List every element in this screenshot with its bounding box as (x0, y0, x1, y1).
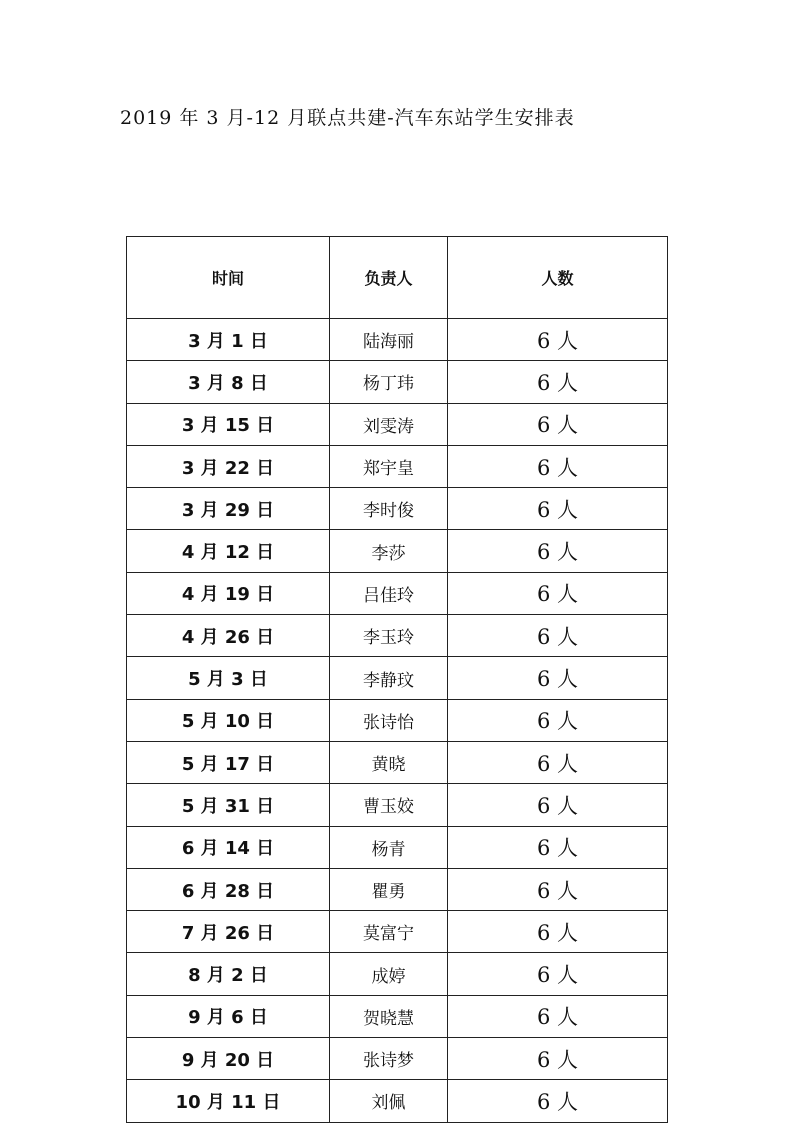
lead-cell: 张诗怡 (330, 699, 448, 741)
count-cell: 6 人 (448, 572, 668, 614)
date-cell: 8 月 2 日 (127, 953, 330, 995)
count-cell: 6 人 (448, 1080, 668, 1122)
count-cell: 6 人 (448, 1038, 668, 1080)
date-cell: 4 月 12 日 (127, 530, 330, 572)
lead-cell: 吕佳玲 (330, 572, 448, 614)
date-cell: 4 月 19 日 (127, 572, 330, 614)
table-row (127, 868, 668, 910)
table-row (127, 572, 668, 614)
lead-cell: 莫富宁 (330, 911, 448, 953)
date-cell: 4 月 26 日 (127, 615, 330, 657)
date-cell: 6 月 28 日 (127, 868, 330, 910)
table-row (127, 699, 668, 741)
lead-cell: 李时俊 (330, 488, 448, 530)
count-cell: 6 人 (448, 530, 668, 572)
count-cell: 6 人 (448, 953, 668, 995)
table-row (127, 445, 668, 487)
table-row (127, 953, 668, 995)
lead-cell: 李莎 (330, 530, 448, 572)
count-cell: 6 人 (448, 868, 668, 910)
table-row (127, 319, 668, 361)
table-row (127, 741, 668, 783)
table-row (127, 530, 668, 572)
lead-cell: 杨青 (330, 826, 448, 868)
date-cell: 3 月 1 日 (127, 319, 330, 361)
lead-cell: 成婷 (330, 953, 448, 995)
lead-cell: 曹玉姣 (330, 784, 448, 826)
count-cell: 6 人 (448, 911, 668, 953)
date-cell: 3 月 8 日 (127, 361, 330, 403)
count-cell: 6 人 (448, 657, 668, 699)
lead-cell: 李玉玲 (330, 615, 448, 657)
date-cell: 5 月 3 日 (127, 657, 330, 699)
table-row (127, 1038, 668, 1080)
date-cell: 7 月 26 日 (127, 911, 330, 953)
table-row (127, 615, 668, 657)
lead-cell: 刘佩 (330, 1080, 448, 1122)
lead-cell: 陆海丽 (330, 319, 448, 361)
lead-cell: 杨丁玮 (330, 361, 448, 403)
count-cell: 6 人 (448, 403, 668, 445)
date-cell: 9 月 20 日 (127, 1038, 330, 1080)
count-cell: 6 人 (448, 699, 668, 741)
header-lead: 负责人 (330, 237, 448, 319)
schedule-table (126, 236, 668, 1123)
lead-cell: 刘雯涛 (330, 403, 448, 445)
table-row (127, 361, 668, 403)
lead-cell: 黄晓 (330, 741, 448, 783)
count-cell: 6 人 (448, 826, 668, 868)
header-time: 时间 (127, 237, 330, 319)
count-cell: 6 人 (448, 361, 668, 403)
header-count: 人数 (448, 237, 668, 319)
lead-cell: 郑宇皇 (330, 445, 448, 487)
table-header-row (127, 237, 668, 319)
table-row (127, 826, 668, 868)
table-row (127, 911, 668, 953)
lead-cell: 瞿勇 (330, 868, 448, 910)
date-cell: 3 月 22 日 (127, 445, 330, 487)
count-cell: 6 人 (448, 615, 668, 657)
date-cell: 9 月 6 日 (127, 995, 330, 1037)
date-cell: 10 月 11 日 (127, 1080, 330, 1122)
table-row (127, 488, 668, 530)
count-cell: 6 人 (448, 741, 668, 783)
table-row (127, 657, 668, 699)
count-cell: 6 人 (448, 488, 668, 530)
count-cell: 6 人 (448, 319, 668, 361)
table-row (127, 784, 668, 826)
table-row (127, 1080, 668, 1122)
date-cell: 3 月 29 日 (127, 488, 330, 530)
lead-cell: 贺晓慧 (330, 995, 448, 1037)
date-cell: 5 月 17 日 (127, 741, 330, 783)
count-cell: 6 人 (448, 445, 668, 487)
lead-cell: 李静玟 (330, 657, 448, 699)
date-cell: 5 月 31 日 (127, 784, 330, 826)
document-title: 2019 年 3 月-12 月联点共建-汽车东站学生安排表 (120, 107, 575, 129)
date-cell: 3 月 15 日 (127, 403, 330, 445)
table-body (127, 319, 668, 1123)
table-row (127, 403, 668, 445)
date-cell: 6 月 14 日 (127, 826, 330, 868)
table-row (127, 995, 668, 1037)
count-cell: 6 人 (448, 995, 668, 1037)
date-cell: 5 月 10 日 (127, 699, 330, 741)
count-cell: 6 人 (448, 784, 668, 826)
lead-cell: 张诗梦 (330, 1038, 448, 1080)
